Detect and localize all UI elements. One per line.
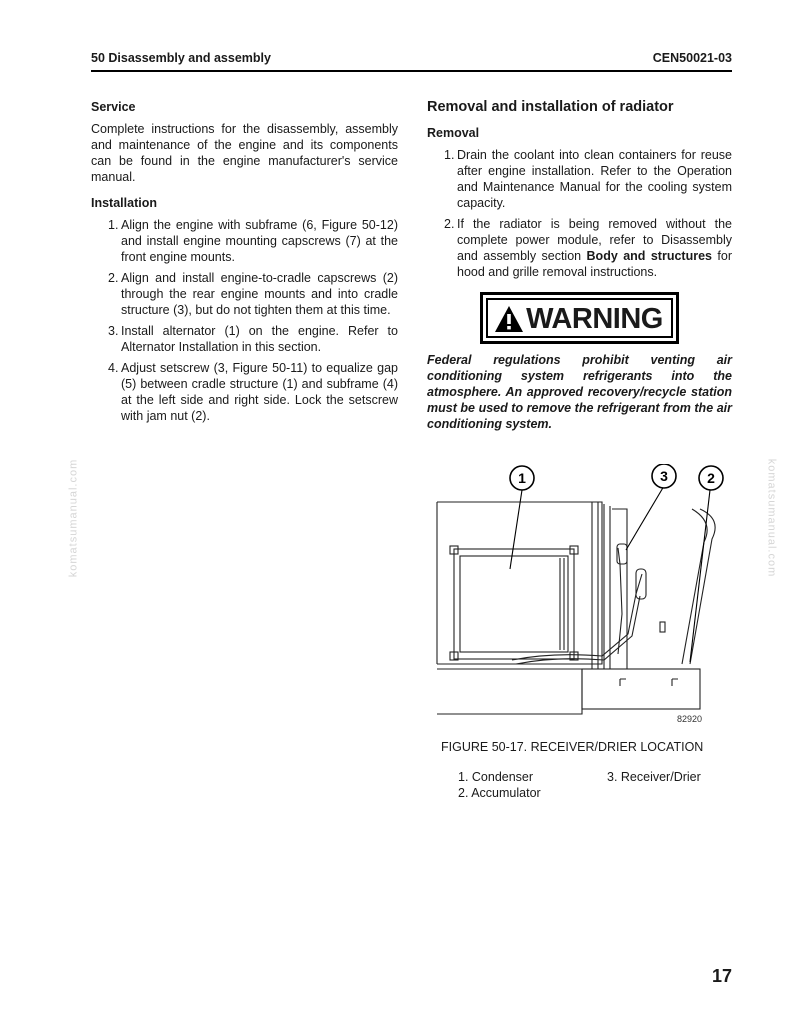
receiver-drier-figure: [432, 464, 732, 729]
installation-step: [91, 270, 398, 318]
step-text: Adjust setscrew (3, Figure 50-11) to equalize gap (5) between cradle structure (1) and subframe (4) at the left side and right side. Lock the setscrew with jam nut (2).: [121, 361, 398, 423]
removal-step: [427, 147, 732, 211]
svg-text:2: 2: [707, 470, 715, 486]
radiator-illustration: [432, 464, 732, 729]
callout-1: [510, 466, 534, 490]
step-number: 4.: [108, 361, 119, 375]
figure-caption: FIGURE 50-17. RECEIVER/DRIER LOCATION: [441, 740, 704, 754]
removal-heading: Removal: [427, 126, 480, 140]
installation-heading: Installation: [91, 196, 157, 210]
step-text: If the radiator is being removed without the complete power module, refer to Disassembly and assembly section: [457, 217, 732, 263]
header-rule: [91, 70, 732, 72]
section-title: 50 Disassembly and assembly: [91, 51, 271, 65]
step-number: 3.: [108, 324, 119, 338]
step-text: Align and install engine-to-cradle capscrews (2) through the rear engine mounts and into cradle structure (3), but do not tighten them at this time.: [121, 271, 398, 317]
section-reference: Body and structures: [586, 249, 712, 263]
warning-label: WARNING: [526, 303, 663, 335]
service-heading: Service: [91, 100, 136, 114]
legend-item: 3. Receiver/Drier: [607, 770, 701, 784]
svg-text:1: 1: [518, 470, 526, 486]
installation-steps: [91, 217, 398, 424]
step-number: 1.: [444, 148, 455, 162]
warning-text: Federal regulations prohibit venting air conditioning system refrigerants into the atmosphere. An approved recovery/recycle station must be used to remove the refrigerant from the air conditioning system.: [427, 353, 732, 431]
installation-step: [91, 217, 398, 265]
radiator-heading: Removal and installation of radiator: [427, 99, 674, 115]
page-header: [91, 51, 732, 69]
warning-banner: [427, 292, 732, 344]
callout-2: [699, 466, 723, 490]
step-text: Install alternator (1) on the engine. Refer to Alternator Installation in this section.: [121, 324, 398, 354]
removal-steps: [427, 147, 732, 280]
left-column: [91, 99, 398, 429]
removal-step: [427, 216, 732, 280]
step-number: 2.: [108, 271, 119, 285]
installation-step: [91, 360, 398, 424]
document-code: CEN50021-03: [652, 51, 732, 65]
step-text-end: for hood and grille removal instructions.: [457, 249, 732, 279]
step-number: 1.: [108, 218, 119, 232]
step-number: 2.: [444, 217, 455, 231]
svg-text:3: 3: [660, 468, 668, 484]
right-column: [427, 99, 732, 432]
figure-image-number: 82920: [676, 714, 702, 724]
legend-item: 2. Accumulator: [458, 786, 541, 800]
service-text: Complete instructions for the disassembly, assembly and maintenance of the engine and its components can be found in the engine manufacturer's service manual.: [91, 122, 398, 184]
installation-step: [91, 323, 398, 355]
page-number: 17: [711, 966, 732, 986]
callout-3: [652, 464, 676, 488]
legend-item: 1. Condenser: [458, 770, 534, 784]
step-text: Align the engine with subframe (6, Figure 50-12) and install engine mounting capscrews (7) at the front engine mounts.: [121, 218, 398, 264]
warning-triangle-icon: [494, 305, 524, 333]
watermark-left: komatsumanual.com: [67, 458, 80, 578]
watermark-right: komatsumanual.com: [765, 458, 778, 578]
step-text: Drain the coolant into clean containers for reuse after engine installation. Refer to the Operation and Maintenance Manual for the cooling system capacity.: [457, 148, 732, 210]
